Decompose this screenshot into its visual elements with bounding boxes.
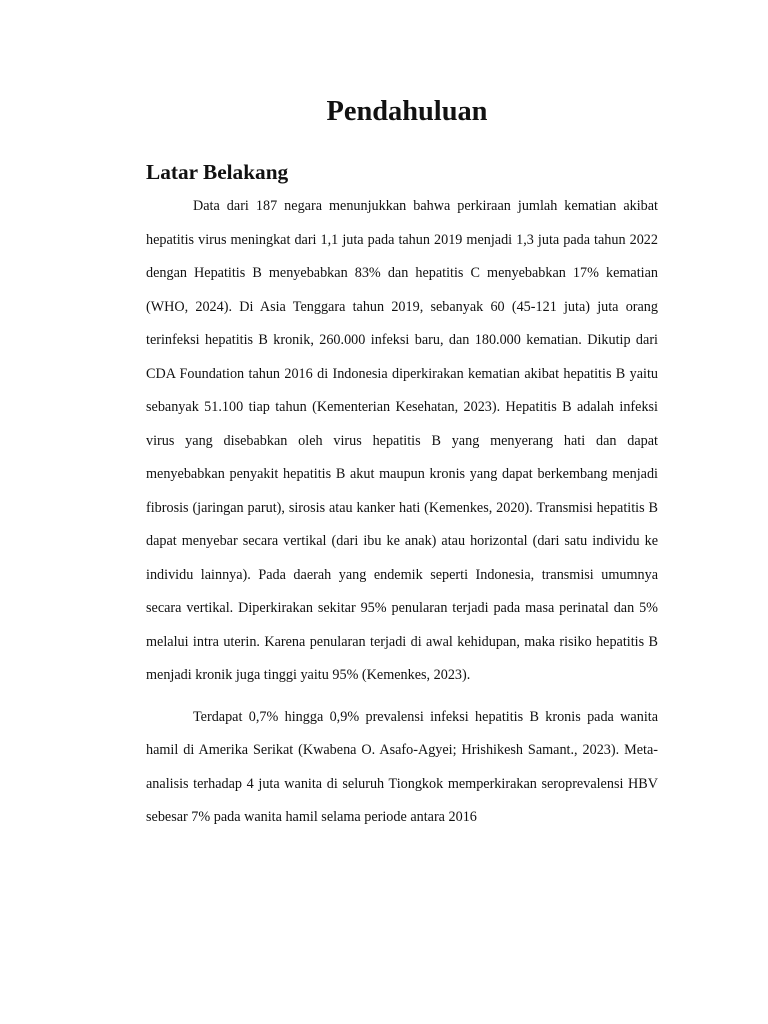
page-title: Pendahuluan [326, 96, 488, 127]
paragraph-2: Terdapat 0,7% hingga 0,9% prevalensi infeksi hepatitis B kronis pada wanita hamil di Amerika Serikat (Kwabena O. Asafo-Agyei; Hrishikesh Samant., 2023). Meta-analisis terhadap 4 juta wanita di seluruh Tiongkok memperkirakan seroprevalensi HBV sebesar 7% pada wanita hamil selama periode antara 2016 [146, 708, 658, 825]
paragraph-1: Data dari 187 negara menunjukkan bahwa perkiraan jumlah kematian akibat hepatitis virus meningkat dari 1,1 juta pada tahun 2019 menjadi 1,3 juta pada tahun 2022 dengan Hepatitis B menyebabkan 83% dan hepatitis C menyebabkan 17% kematian (WHO, 2024). Di Asia Tenggara tahun 2019, sebanyak 60 (45-121 juta) juta orang terinfeksi hepatitis B kronik, 260.000 infeksi baru, dan 180.000 kematian. Dikutip dari CDA Foundation tahun 2016 di Indonesia diperkirakan kematian akibat hepatitis B yaitu sebanyak 51.100 tiap tahun (Kementerian Kesehatan, 2023). Hepatitis B adalah infeksi virus yang disebabkan oleh virus hepatitis B yang menyerang hati dan dapat menyebabkan penyakit hepatitis B akut maupun kronis yang dapat berkembang menjadi fibrosis (jaringan parut), sirosis atau kanker hati (Kemenkes, 2020). Transmisi hepatitis B dapat menyebar secara vertikal (dari ibu ke anak) atau horizontal (dari satu individu ke individu lainnya). Pada daerah yang endemik seperti Indonesia, transmisi umumnya secara vertikal. Diperkirakan sekitar 95% penularan terjadi pada masa perinatal dan 5% melalui intra uterin. Karena penularan terjadi di awal kehidupan, maka risiko hepatitis B menjadi kronik juga tinggi yaitu 95% (Kemenkes, 2023). [146, 198, 658, 683]
section-heading: Latar Belakang [146, 160, 289, 184]
document-body [146, 96, 658, 835]
